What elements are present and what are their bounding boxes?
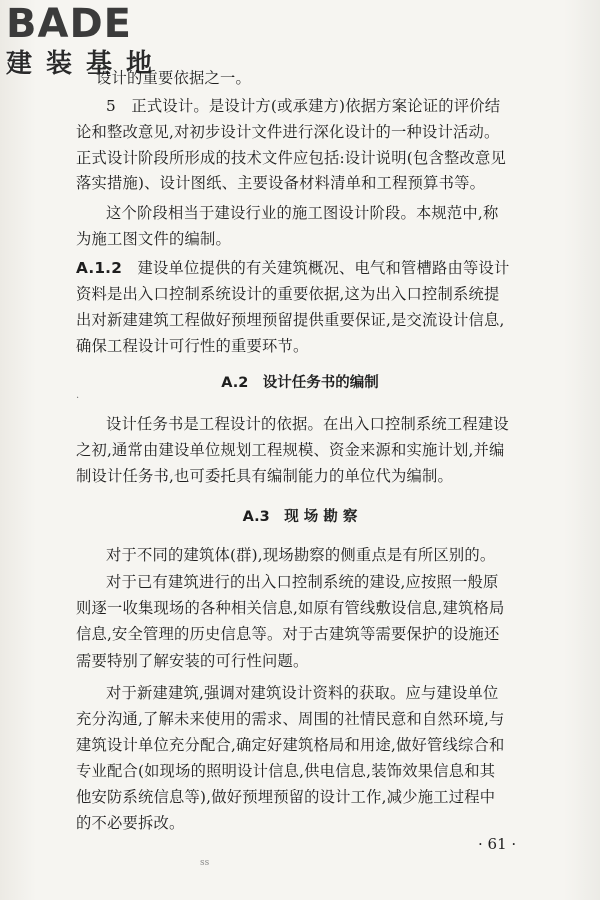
text-line: 他安防系统信息等),做好预埋预留的设计工作,减少施工过程中 [76, 788, 496, 806]
section-heading: A.3 现 场 勘 察 [242, 509, 358, 525]
text-line: 资料是出入口控制系统设计的重要依据,这为出入口控制系统提 [76, 285, 500, 303]
text-line: 对于新建建筑,强调对建筑设计资料的获取。应与建设单位 [106, 684, 499, 702]
page-number: · 61 · [478, 835, 517, 853]
text-line: 设计的重要依据之一。 [96, 69, 251, 87]
text-line: 确保工程设计可行性的重要环节。 [76, 337, 309, 355]
text-line: 对于不同的建筑体(群),现场勘察的侧重点是有所区别的。 [106, 546, 496, 564]
text-line: 需要特别了解安装的可行性问题。 [76, 652, 309, 670]
stray-mark: · [76, 393, 80, 404]
text-line: 制设计任务书,也可委托具有编制能力的单位代为编制。 [76, 467, 453, 485]
text-line: 设计任务书是工程设计的依据。在出入口控制系统工程建设 [106, 415, 509, 433]
clause-number: A.1.2 [76, 259, 123, 277]
clause-text: 建设单位提供的有关建筑概况、电气和管槽路由等设计 [122, 259, 510, 277]
text-line: 的不必要拆改。 [76, 814, 185, 832]
logo-subtitle: 建装基地 [6, 49, 167, 79]
text-line: 充分沟通,了解未来使用的需求、周围的社情民意和自然环境,与 [76, 710, 505, 728]
text-line: 论和整改意见,对初步设计文件进行深化设计的一种设计活动。 [76, 123, 500, 141]
text-line: 则逐一收集现场的各种相关信息,如原有管线敷设信息,建筑格局 [76, 599, 505, 617]
clause-line [76, 258, 546, 278]
text-line: 信息,安全管理的历史信息等。对于古建筑等需要保护的设施还 [76, 625, 500, 643]
text-line: 为施工图文件的编制。 [76, 230, 231, 248]
text-line: 这个阶段相当于建设行业的施工图设计阶段。本规范中,称 [106, 204, 499, 222]
text-line: 落实措施)、设计图纸、主要设备材料清单和工程预算书等。 [76, 174, 486, 192]
footer-mark: ss [200, 858, 210, 868]
section-heading: A.2 设计任务书的编制 [221, 375, 379, 391]
text-line: 建筑设计单位充分配合,确定好建筑格局和用途,做好管线综合和 [76, 736, 505, 754]
text-line: 专业配合(如现场的照明设计信息,供电信息,装饰效果信息和其 [76, 762, 496, 780]
text-line: 之初,通常由建设单位规划工程规模、资金来源和实施计划,并编 [76, 441, 505, 459]
text-line: 正式设计阶段所形成的技术文件应包括:设计说明(包含整改意见 [76, 149, 506, 167]
text-line: 出对新建建筑工程做好预埋预留提供重要保证,是交流设计信息, [76, 311, 505, 329]
logo-wordmark: BADE [6, 1, 132, 47]
text-line: 对于已有建筑进行的出入口控制系统的建设,应按照一般原 [106, 573, 499, 591]
text-line: 5 正式设计。是设计方(或承建方)依据方案论证的评价结 [106, 97, 501, 115]
